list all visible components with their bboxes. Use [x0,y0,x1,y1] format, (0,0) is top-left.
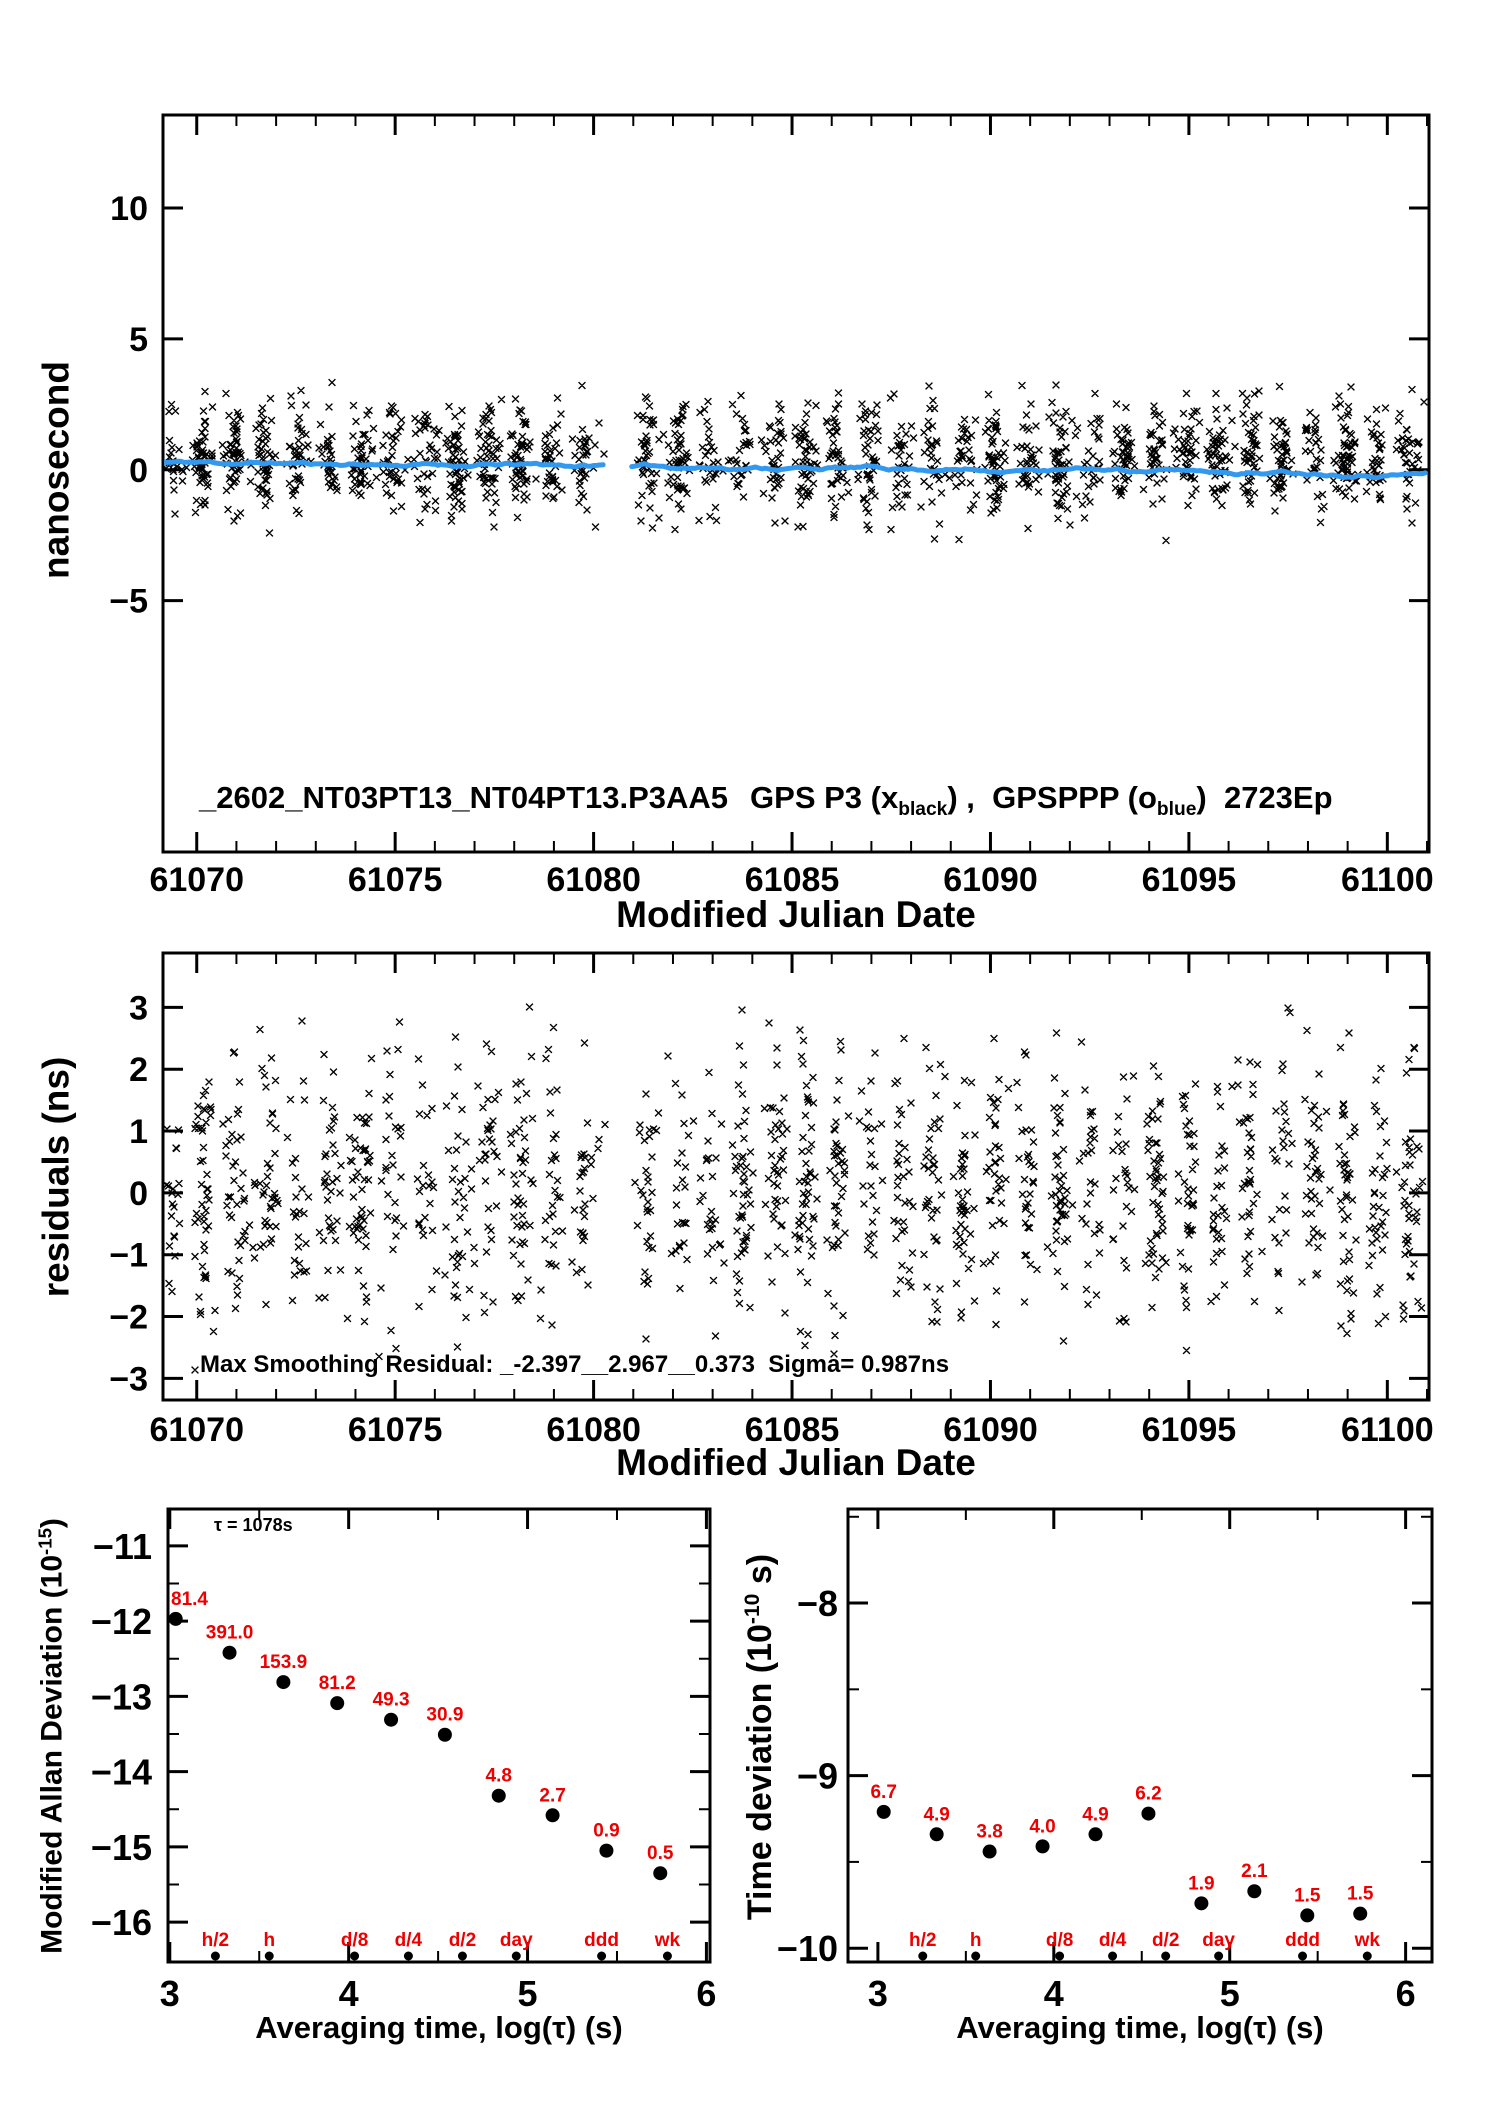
x-tick-label: 3 [159,1973,180,2014]
dev-point-value: 6.7 [870,1781,897,1803]
scatter-points-middle [163,1004,1426,1374]
time-mark-dot [663,1952,672,1961]
time-mark-dot [350,1952,359,1961]
y-tick-label: −1 [109,1236,148,1275]
time-mark-dot [512,1952,521,1961]
time-mark-label: h [969,1930,982,1951]
title-sub-black: black [898,799,948,821]
time-mark-dot [1214,1952,1223,1961]
dev-point [1247,1884,1261,1898]
dev-point [1353,1907,1367,1921]
dev-point-value: 1.5 [1294,1885,1321,1907]
mdev-ylabel-close: ) [35,1518,69,1529]
x-tick-label: 61070 [149,1411,245,1449]
x-tick-label: 61095 [1141,861,1237,899]
time-mark-label: d/2 [1151,1930,1180,1951]
dev-point [1194,1896,1208,1910]
time-mark-dot [597,1952,606,1961]
axes-frame [163,953,1429,1400]
middle-yaxis-label: residuals (ns) [35,1056,77,1298]
dev-point-value: 0.9 [593,1820,620,1842]
dev-point-value: 4.9 [923,1804,950,1826]
time-mark-label: wk [1354,1930,1380,1951]
y-tick-label: −11 [92,1525,152,1567]
title-epoch-count: ) 2723Ep [1196,780,1333,815]
x-tick-label: 61075 [347,1411,443,1449]
dev-point-value: 391.0 [205,1622,254,1644]
dev-point [492,1789,506,1803]
dev-point [438,1728,452,1742]
top-xaxis-label: Modified Julian Date [616,894,976,935]
axes-frame [163,115,1429,852]
title-gps-p3: GPS P3 (x [750,780,899,815]
time-mark-label: d/8 [1045,1930,1074,1951]
time-mark-label: h/2 [201,1930,230,1951]
y-tick-label: −15 [90,1826,152,1868]
y-tick-label: 1 [129,1113,148,1152]
dev-point-value: 81.4 [171,1588,208,1610]
time-mark-dot [918,1952,927,1961]
dev-point-value: 2.1 [1241,1861,1268,1883]
time-mark-dot [1363,1952,1372,1961]
time-mark-label: ddd [584,1930,620,1951]
time-mark-dot [211,1952,220,1961]
y-tick-label: −14 [90,1751,152,1793]
mdev-ylabel-main: Modified Allan Deviation (10 [35,1554,69,1954]
tdev-yaxis-label [743,1554,779,1920]
x-tick-label: 5 [517,1973,538,2014]
y-tick-label: 2 [129,1051,148,1090]
dev-point-value: 153.9 [259,1652,308,1674]
dev-point-value: 81.2 [318,1673,356,1695]
y-tick-label: 0 [129,451,148,490]
x-tick-label: 61100 [1340,861,1434,899]
top-yaxis-label: nanosecond [35,361,77,579]
x-tick-label: 4 [1043,1973,1064,2014]
dev-point-value: 3.8 [976,1821,1003,1843]
dev-point [330,1696,344,1710]
y-tick-label: −5 [109,582,148,621]
x-tick-label: 61095 [1141,1411,1237,1449]
x-tick-label: 61085 [744,1411,840,1449]
y-tick-label: 10 [110,189,148,228]
title-gpsppp: ) , GPSPPP (o [947,780,1157,815]
residual-annotation: Max Smoothing Residual: _-2.397__2.967__0.373 Sigma= 0.987ns [200,1351,950,1378]
time-mark-label: ddd [1285,1930,1320,1951]
y-tick-label: −3 [109,1360,148,1399]
x-tick-label: 61100 [1340,1411,1434,1449]
time-mark-label: d/8 [340,1930,369,1951]
dev-point-value: 1.5 [1347,1883,1374,1905]
data-layer [163,379,1428,544]
time-mark-label: d/4 [1098,1930,1127,1951]
panel-bottom-right [777,1509,1432,2014]
dev-point [1300,1908,1314,1922]
dev-point [653,1866,667,1880]
x-tick-label: 3 [867,1973,888,2014]
y-tick-label: −16 [90,1902,152,1944]
x-tick-label: 4 [338,1973,359,2014]
mdev-xaxis-label: Averaging time, log(τ) (s) [255,2010,623,2045]
title-sub-blue: blue [1156,799,1197,821]
time-mark-dot [1298,1952,1307,1961]
x-tick-label: 61080 [546,861,641,899]
tdev-ylabel-main: Time deviation (10 [741,1624,780,1921]
dev-point [983,1845,997,1859]
dev-point-value: 0.5 [647,1843,674,1865]
dev-point-value: 1.9 [1188,1873,1215,1895]
x-tick-label: 61080 [546,1411,641,1449]
dev-point-value: 2.7 [539,1785,566,1807]
data-layer [163,1004,1426,1374]
dev-point-value: 4.9 [1082,1804,1109,1826]
dev-point [1088,1827,1102,1841]
dev-point-value: 6.2 [1135,1783,1162,1805]
x-tick-label: 61090 [943,861,1038,899]
x-tick-label: 61075 [347,861,443,899]
y-tick-label: −9 [796,1755,838,1797]
time-mark-dot [1055,1952,1064,1961]
y-tick-label: −8 [796,1583,838,1625]
mdev-ylabel-exponent: -15 [34,1528,56,1555]
middle-xaxis-label: Modified Julian Date [616,1442,976,1483]
time-mark-label: d/2 [448,1930,477,1951]
time-mark-dot [971,1952,980,1961]
scatter-points-top [163,379,1428,544]
x-tick-label: 6 [696,1973,717,2014]
dev-point [930,1827,944,1841]
smoothed-line-top [165,461,603,467]
x-tick-label: 61085 [744,861,840,899]
tau-annotation: τ = 1078s [214,1515,293,1535]
dev-point [169,1612,183,1626]
x-tick-label: 5 [1219,1973,1240,2014]
tdev-ylabel-exponent: -10 [741,1593,765,1625]
dev-point [384,1713,398,1727]
mdev-yaxis-label [36,1518,68,1954]
dev-point [276,1675,290,1689]
tdev-ylabel-close: s) [741,1553,780,1594]
dev-point [546,1808,560,1822]
y-tick-label: 3 [129,989,148,1028]
dev-point-value: 4.0 [1029,1816,1056,1838]
y-tick-label: −2 [109,1298,148,1337]
dev-point-value: 4.8 [485,1765,512,1787]
dev-point [877,1805,891,1819]
title-file-id: _2602_NT03PT13_NT04PT13.P3AA5 [199,780,729,815]
time-mark-dot [458,1952,467,1961]
time-mark-label: h [263,1930,276,1951]
time-mark-label: h/2 [909,1930,937,1951]
dev-point [599,1844,613,1858]
time-mark-dot [1161,1952,1170,1961]
y-tick-label: 5 [129,320,148,359]
panel-bottom-left [91,1509,717,2014]
time-mark-label: day [1202,1930,1236,1951]
dev-point [223,1646,237,1660]
x-tick-label: 61090 [943,1411,1038,1449]
x-tick-label: 6 [1395,1973,1416,2014]
x-tick-label: 61070 [149,861,245,899]
top-panel-title [199,782,1333,820]
time-mark-label: d/4 [394,1930,423,1951]
y-tick-label: −12 [90,1601,152,1643]
time-mark-dot [1108,1952,1117,1961]
axes-frame [848,1509,1432,1962]
time-mark-dot [265,1952,274,1961]
time-mark-label: day [499,1930,533,1951]
dev-point-value: 30.9 [426,1704,464,1726]
dev-point [1141,1807,1155,1821]
dev-point [1036,1839,1050,1853]
time-mark-label: wk [654,1930,681,1951]
time-mark-dot [404,1952,413,1961]
y-tick-label: 0 [129,1174,148,1213]
y-tick-label: −10 [776,1928,838,1970]
tdev-xaxis-label: Averaging time, log(τ) (s) [956,2010,1324,2045]
y-tick-label: −13 [90,1676,152,1718]
dev-point-value: 49.3 [372,1689,410,1711]
